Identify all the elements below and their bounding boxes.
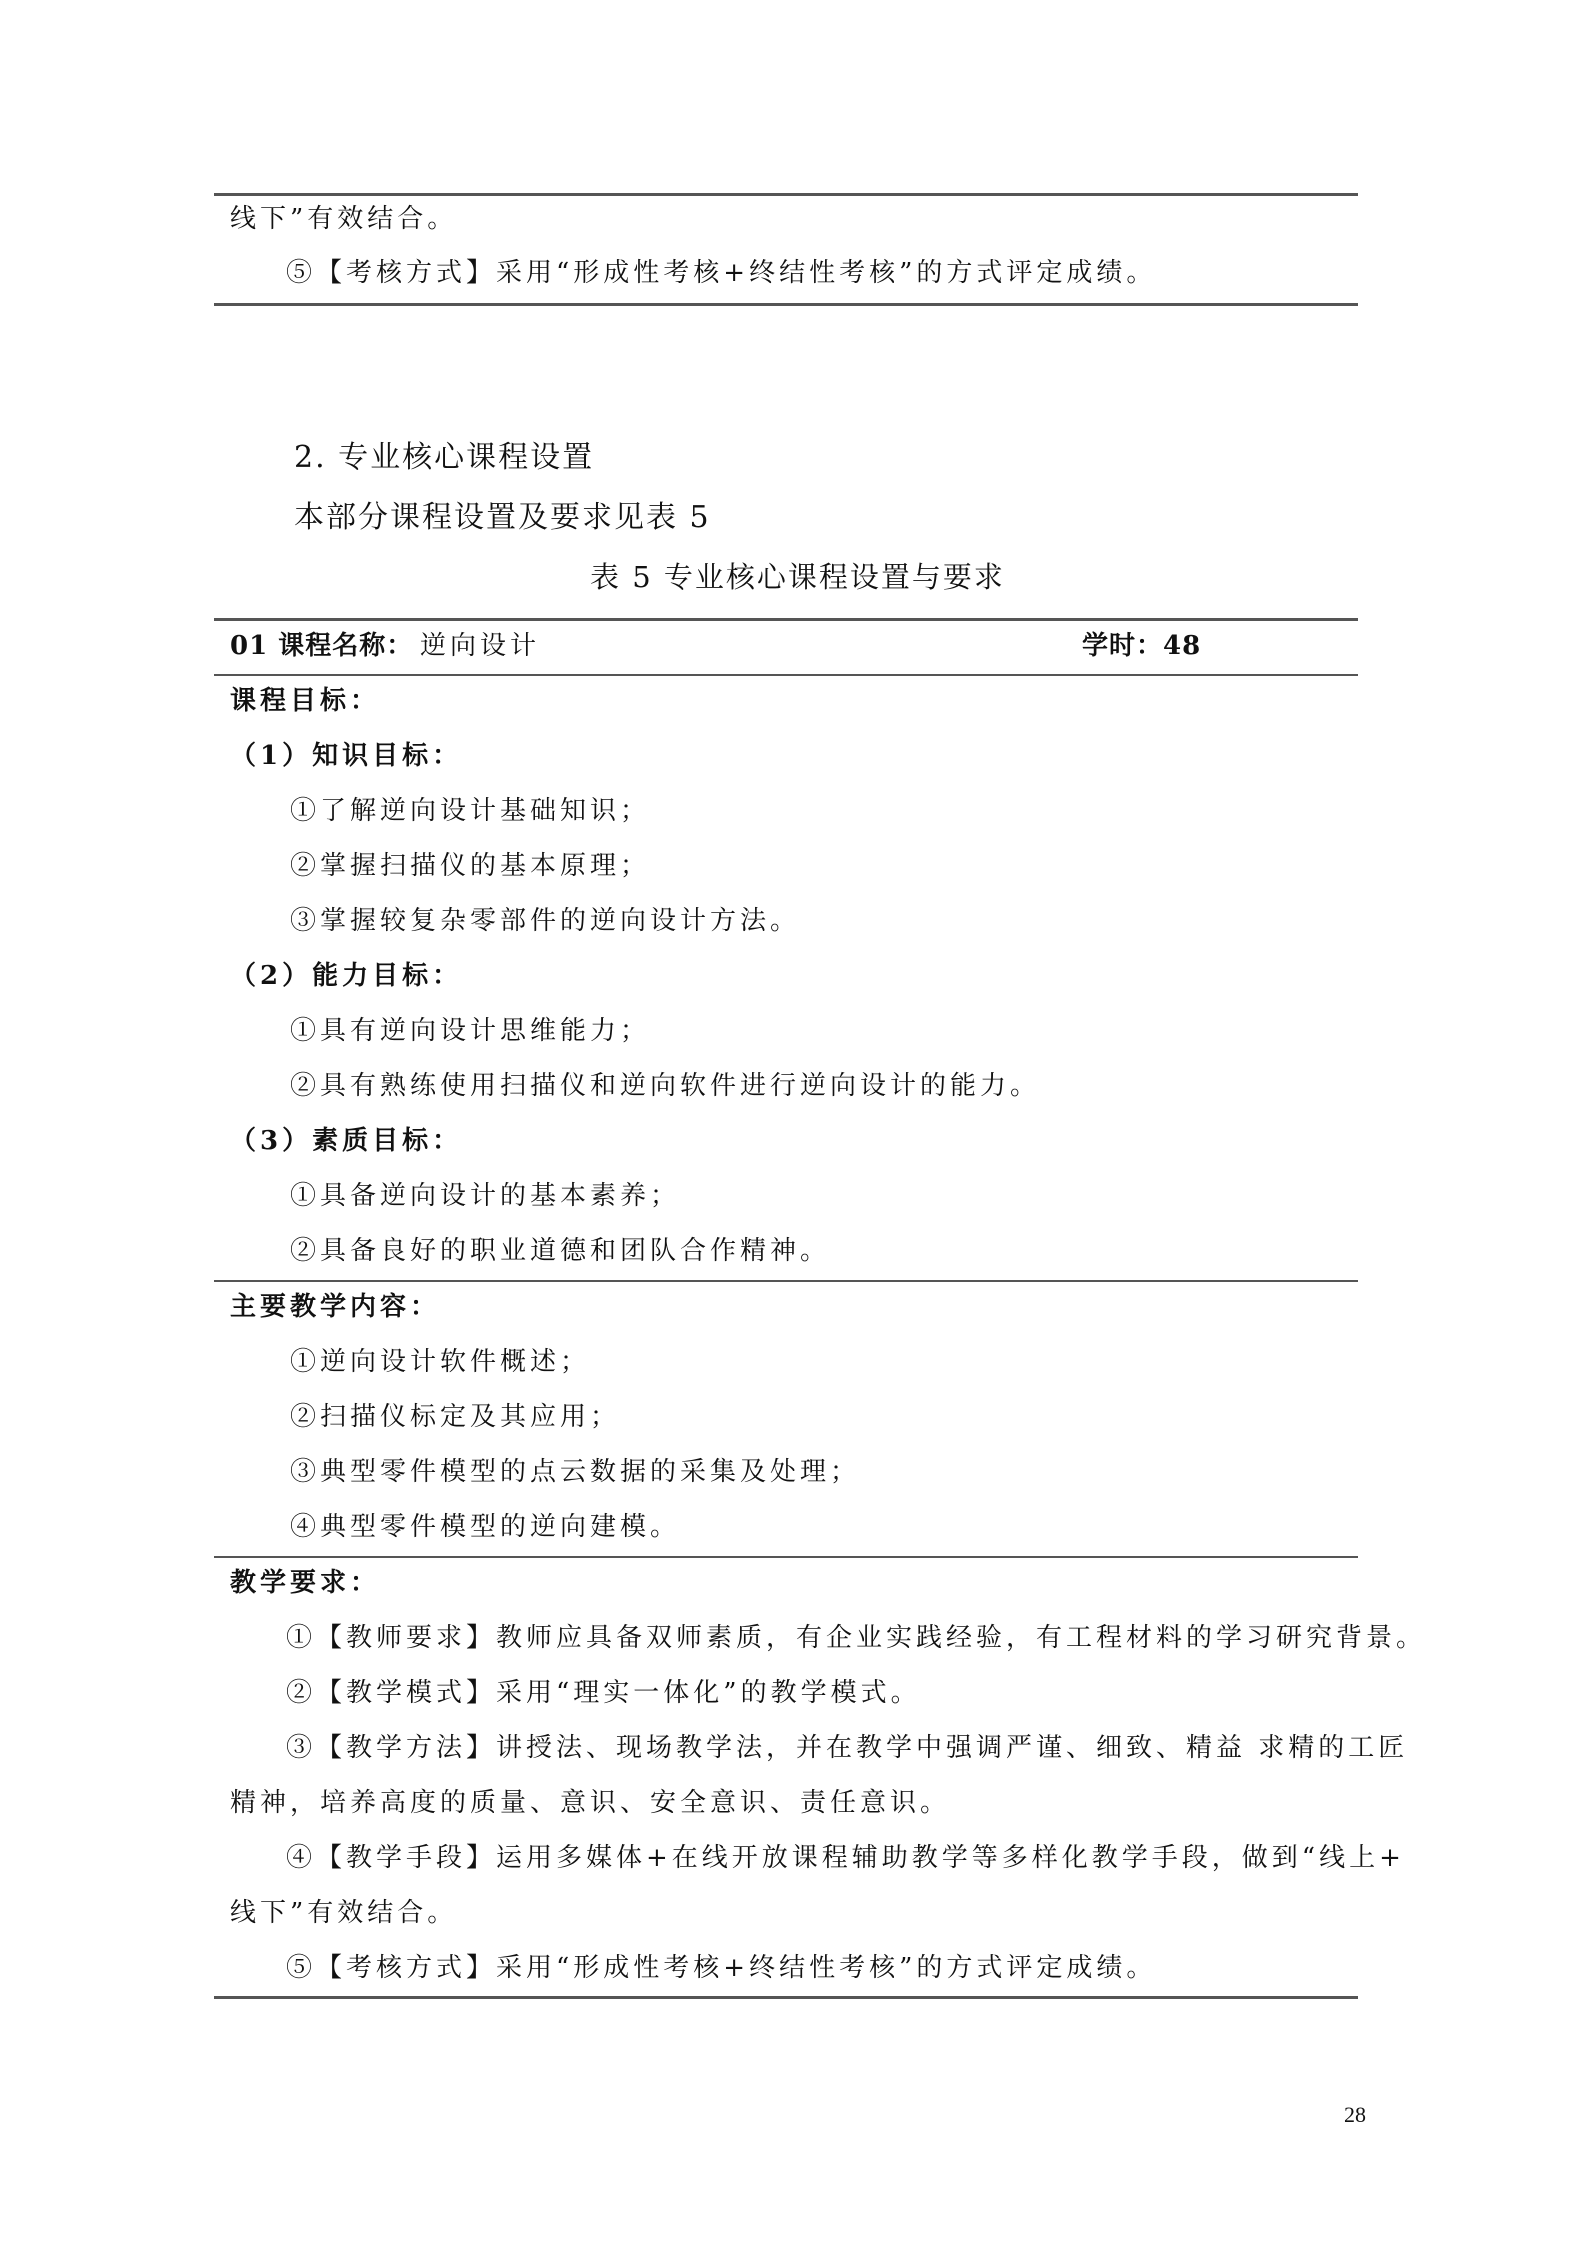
ability-title: （2）能力目标： [230,961,463,991]
requirement-line: ①【教师要求】教师应具备双师素质，有企业实践经验，有工程材料的学习研究背景。 [286,1623,1427,1653]
knowledge-title: （1）知识目标： [230,741,463,771]
ability-item: ②具有熟练使用扫描仪和逆向软件进行逆向设计的能力。 [290,1071,1041,1101]
course-hours: 学时：48 [1082,631,1202,661]
page-number: 28 [1344,2102,1366,2127]
content-item: ②扫描仪标定及其应用； [290,1402,621,1432]
course-name-value: 逆向设计 [420,631,541,661]
knowledge-item: ①了解逆向设计基础知识； [290,796,651,826]
top-table-border [214,193,1358,196]
content-item: ①逆向设计软件概述； [290,1347,591,1377]
knowledge-item: ②掌握扫描仪的基本原理； [290,851,651,881]
requirements-title: 教学要求： [230,1568,381,1598]
requirement-line: 精神，培养高度的质量、意识、安全意识、责任意识。 [230,1788,951,1818]
row-divider-3 [214,1556,1358,1558]
goals-title: 课程目标： [230,686,381,716]
requirement-line: ③【教学方法】讲授法、现场教学法，并在教学中强调严谨、细致、精益 求精的工匠 [286,1733,1409,1763]
requirement-line: ⑤【考核方式】采用“形成性考核+终结性考核”的方式评定成绩。 [286,1953,1157,1983]
content-title: 主要教学内容： [230,1292,441,1322]
row-divider-1 [214,674,1358,676]
requirement-line: ②【教学模式】采用“理实一体化”的教学模式。 [286,1678,921,1708]
top-table-bottom-border [214,303,1358,306]
section-heading: 2. 专业核心课程设置 [294,440,595,475]
row-divider-2 [214,1280,1358,1282]
knowledge-item: ③掌握较复杂零部件的逆向设计方法。 [290,906,801,936]
table-bottom-border [214,1996,1358,1999]
top-fragment-line-1: 线下”有效结合。 [230,204,458,234]
ability-item: ①具有逆向设计思维能力； [290,1016,651,1046]
quality-item: ①具备逆向设计的基本素养； [290,1181,681,1211]
requirement-line: 线下”有效结合。 [230,1898,458,1928]
top-fragment-line-2: ⑤【考核方式】采用“形成性考核+终结性考核”的方式评定成绩。 [286,258,1157,288]
section-intro: 本部分课程设置及要求见表 5 [294,500,711,535]
content-item: ③典型零件模型的点云数据的采集及处理； [290,1457,861,1487]
quality-title: （3）素质目标： [230,1126,463,1156]
content-item: ④典型零件模型的逆向建模。 [290,1512,681,1542]
table-top-border [214,618,1358,621]
course-name-label: 01 课程名称： [230,631,414,661]
quality-item: ②具备良好的职业道德和团队合作精神。 [290,1236,831,1266]
requirement-line: ④【教学手段】运用多媒体+在线开放课程辅助教学等多样化教学手段，做到“线上+ [286,1843,1405,1873]
table-caption: 表 5 专业核心课程设置与要求 [590,560,1005,594]
